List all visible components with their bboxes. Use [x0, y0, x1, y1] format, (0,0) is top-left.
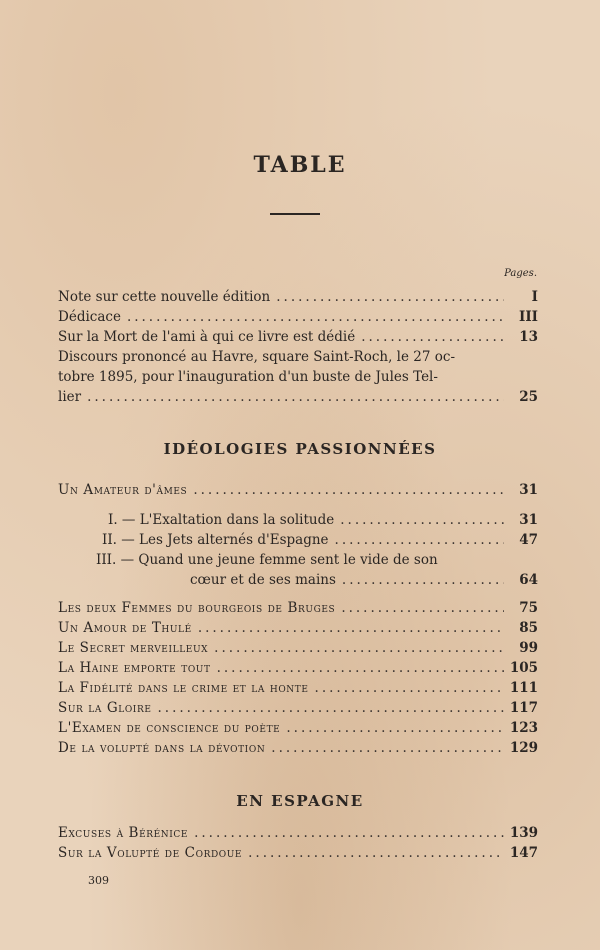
toc-entry-page: 99 [519, 640, 538, 656]
page-number: 309 [88, 874, 109, 887]
toc-entry-page: 31 [519, 482, 538, 498]
leader-dots [341, 598, 504, 618]
toc-entry [58, 738, 538, 758]
toc-entry-page: I [531, 289, 538, 305]
toc-entry-page: 85 [519, 620, 538, 636]
toc-subentry-page: 31 [519, 512, 538, 528]
toc-entry-page: 75 [519, 600, 538, 616]
leader-dots [335, 530, 504, 550]
toc-subentry [58, 530, 538, 550]
toc-entry-page: 13 [519, 329, 538, 345]
toc-subentry [58, 510, 538, 530]
toc-entry-discours-line1: Discours prononcé au Havre, square Saint-Roch, le 27 oc- [58, 349, 456, 365]
toc-subentry-page: 64 [519, 572, 538, 588]
toc-entry-label: L'Examen de conscience du poète [58, 720, 281, 736]
front-matter-list [58, 287, 538, 407]
toc-entry [58, 287, 538, 307]
toc-subentry-label: III. — Quand une jeune femme sent le vide de son [96, 552, 438, 568]
toc-entry-page: III [519, 309, 538, 325]
toc-entry-page: 139 [509, 825, 538, 841]
toc-entry [58, 327, 538, 347]
toc-entry [58, 598, 538, 618]
leader-dots [271, 738, 504, 758]
toc-entry [58, 618, 538, 638]
leader-dots [217, 658, 504, 678]
toc-entry [58, 823, 538, 843]
toc-entry-label: De la volupté dans la dévotion [58, 740, 266, 756]
leader-dots [158, 698, 504, 718]
toc-entry-page: 123 [509, 720, 538, 736]
toc-entry-discours-line2: tobre 1895, pour l'inauguration d'un buste de Jules Tel- [58, 369, 438, 385]
toc-entry-page: 25 [519, 389, 538, 405]
toc-entry-label: Excuses à Bérénice [58, 825, 189, 841]
toc-subentry-continuation [58, 570, 538, 590]
toc-entry [58, 638, 538, 658]
toc-entry [58, 658, 538, 678]
leader-dots [342, 570, 504, 590]
section1-sublist [58, 510, 538, 590]
toc-entry [58, 387, 538, 407]
leader-dots [276, 287, 504, 307]
toc-entry [58, 480, 538, 500]
pages-column-label: Pages. [504, 268, 537, 279]
toc-entry-label: Un Amateur d'âmes [58, 482, 188, 498]
toc-subentry-page: 47 [519, 532, 538, 548]
page-title: TABLE [253, 152, 347, 178]
toc-entry [58, 678, 538, 698]
toc-entry-page: 105 [509, 660, 538, 676]
toc-entry-label: Un Amour de Thulé [58, 620, 192, 636]
toc-entry [58, 307, 538, 327]
toc-entry-label: Note sur cette nouvelle édition [58, 289, 271, 305]
toc-subentry-label: II. — Les Jets alternés d'Espagne [102, 532, 329, 548]
toc-subentry [58, 550, 538, 570]
leader-dots [248, 843, 504, 863]
toc-subentry-label: cœur et de ses mains [190, 572, 336, 588]
toc-entry-label: La Fidélité dans le crime et la honte [58, 680, 309, 696]
section-heading-espagne: EN ESPAGNE [236, 792, 364, 810]
leader-dots [340, 510, 504, 530]
leader-dots [286, 718, 503, 738]
toc-entry-label: Sur la Gloire [58, 700, 152, 716]
toc-entry-label: lier [58, 389, 82, 405]
toc-entry-label: Sur la Mort de l'ami à qui ce livre est dédié [58, 329, 356, 345]
leader-dots [361, 327, 504, 347]
leader-dots [193, 480, 504, 500]
toc-entry-page: 129 [509, 740, 538, 756]
section2-items [58, 823, 538, 863]
leader-dots [194, 823, 504, 843]
leader-dots [87, 387, 504, 407]
toc-entry-label: Sur la Volupté de Cordoue [58, 845, 243, 861]
toc-entry-page: 111 [509, 680, 538, 696]
toc-entry [58, 698, 538, 718]
toc-entry-page: 117 [509, 700, 538, 716]
leader-dots [198, 618, 504, 638]
toc-entry [58, 718, 538, 738]
leader-dots [315, 678, 504, 698]
toc-entry-label: Le Secret merveilleux [58, 640, 209, 656]
section1-list [58, 480, 538, 500]
section1-items [58, 598, 538, 758]
toc-entry-label: La Haine emporte tout [58, 660, 211, 676]
leader-dots [127, 307, 504, 327]
toc-subentry-label: I. — L'Exaltation dans la solitude [108, 512, 335, 528]
toc-entry-page: 147 [509, 845, 538, 861]
leader-dots [214, 638, 504, 658]
title-rule [270, 213, 320, 215]
section-heading-ideologies: IDÉOLOGIES PASSIONNÉES [163, 440, 437, 458]
toc-entry [58, 843, 538, 863]
toc-entry-label: Les deux Femmes du bourgeois de Bruges [58, 600, 336, 616]
toc-entry-label: Dédicace [58, 309, 121, 325]
